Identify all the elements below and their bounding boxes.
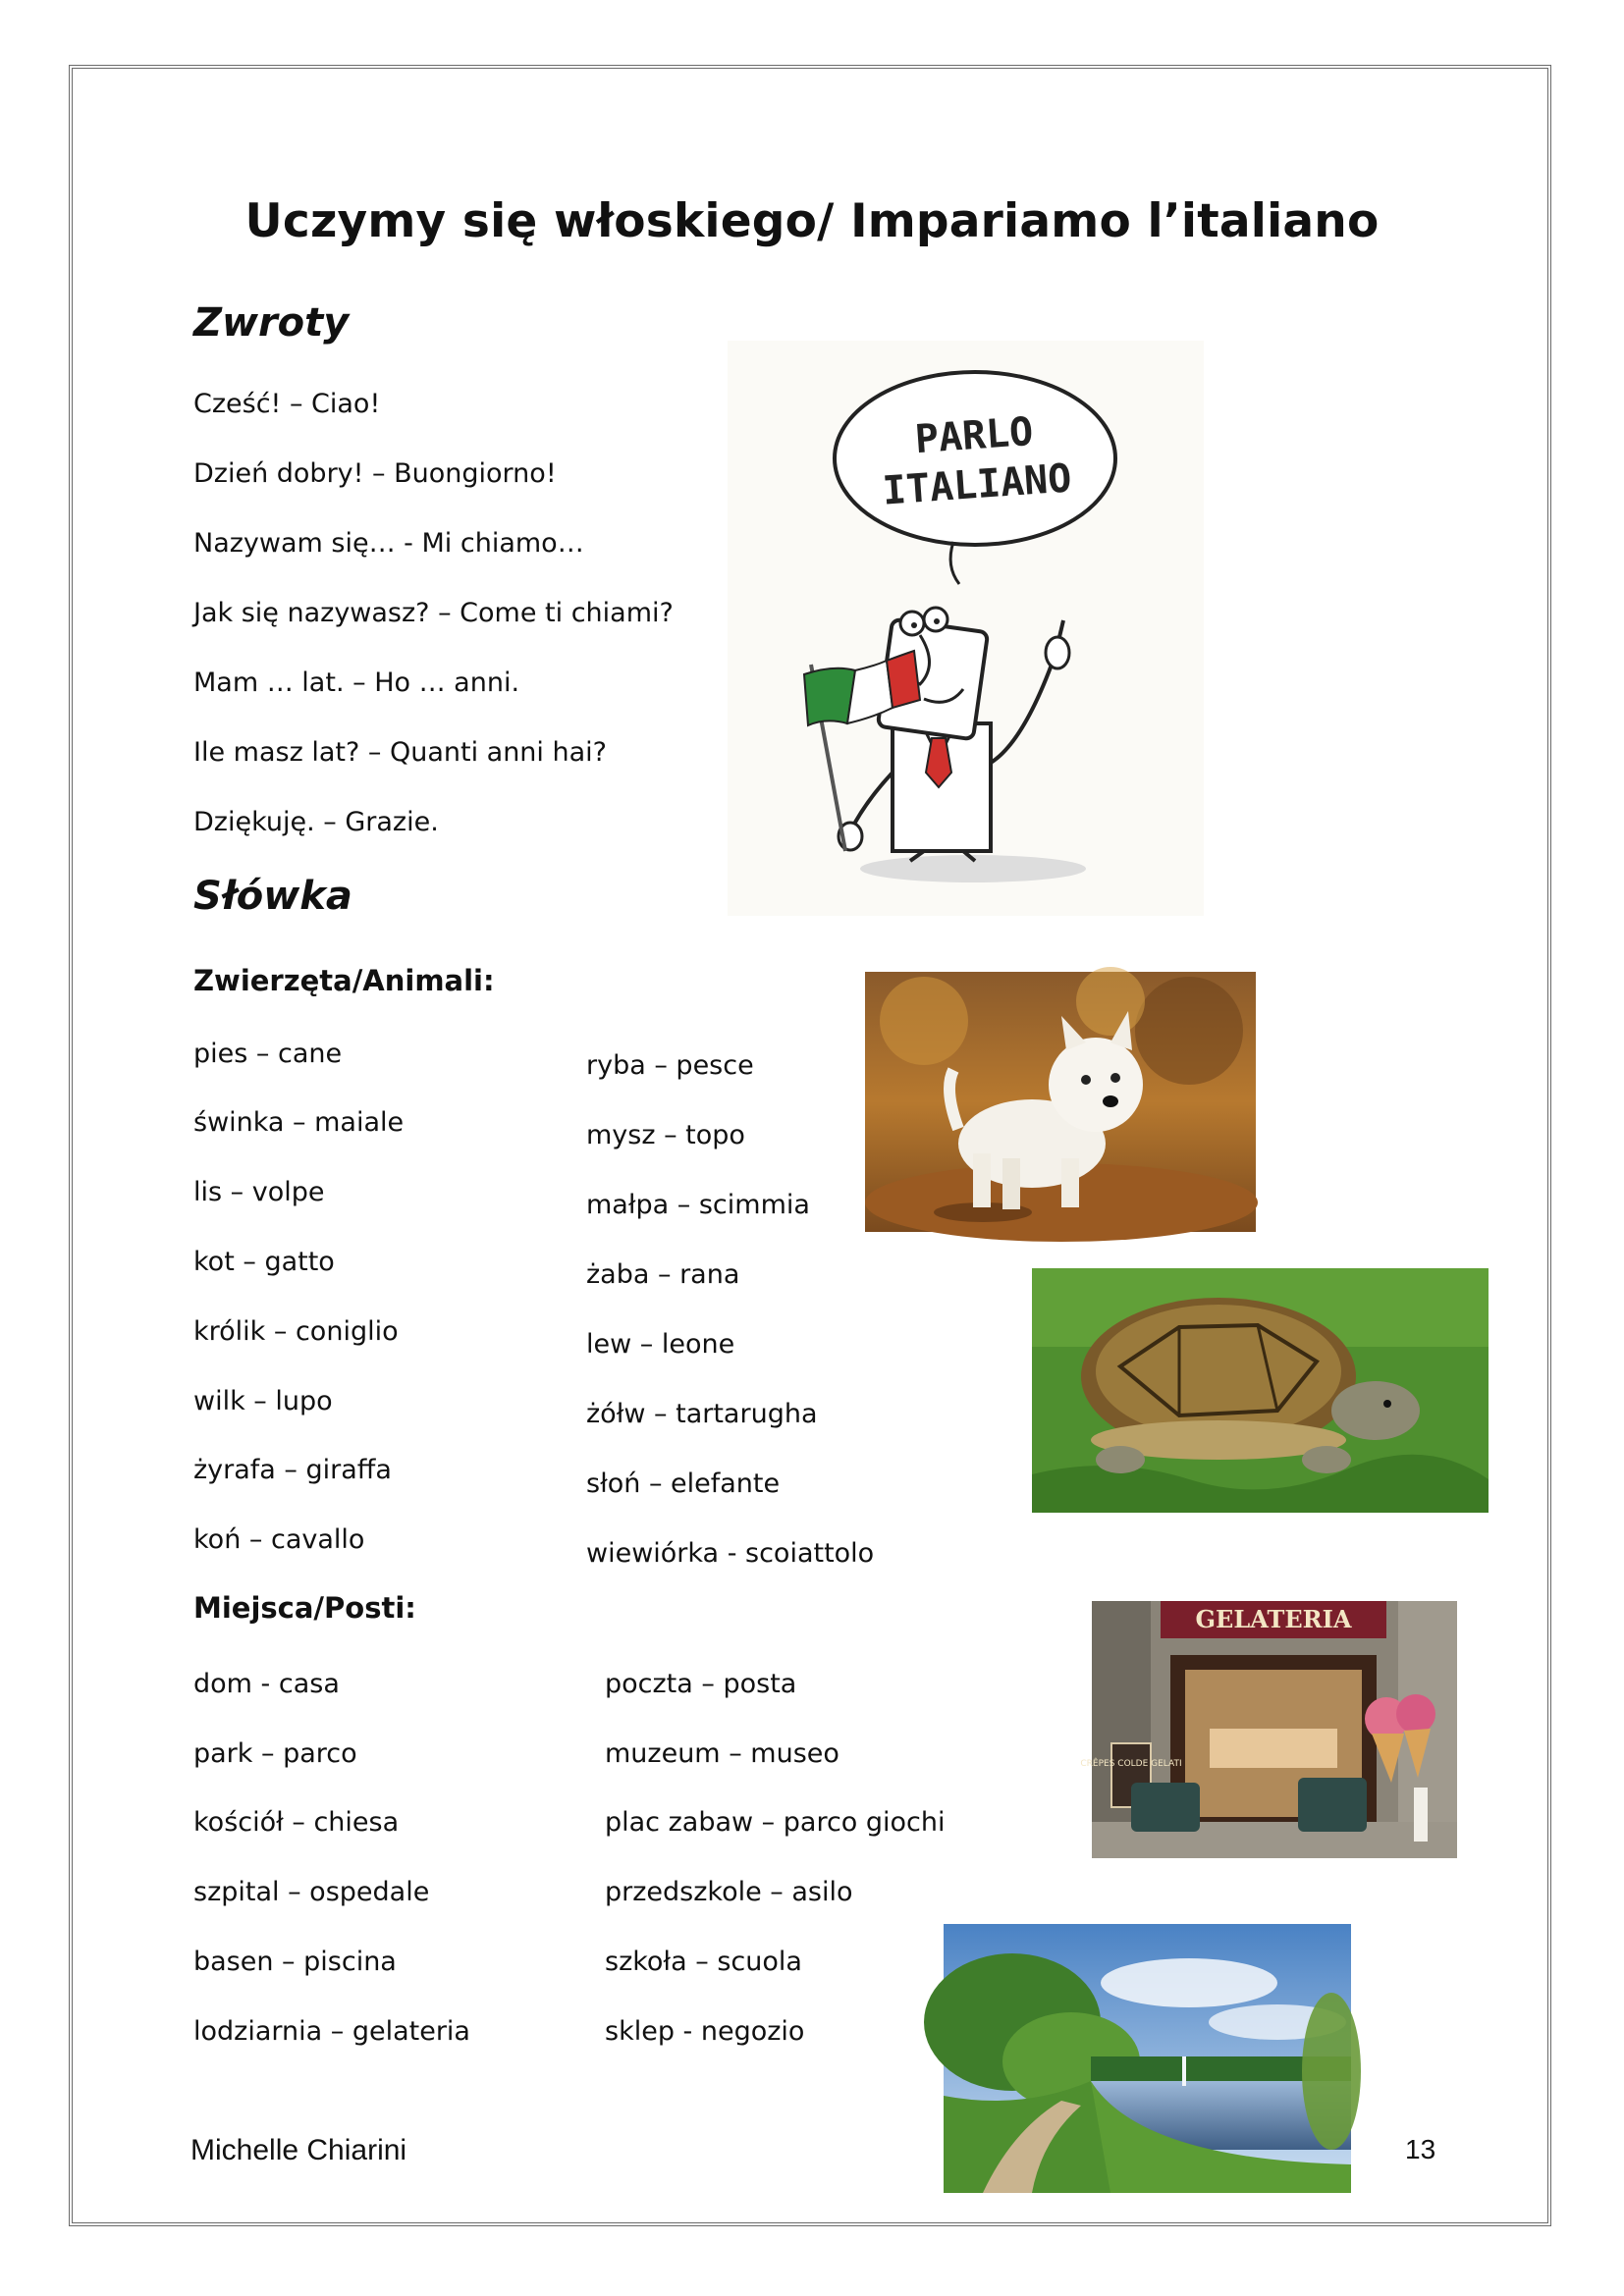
page-title: Uczymy się włoskiego/ Impariamo l’italiano — [244, 194, 1380, 248]
animal-item: kot – gatto — [193, 1247, 335, 1277]
animal-item: żyrafa – giraffa — [193, 1455, 392, 1485]
phrase-item: Ile masz lat? – Quanti anni hai? — [193, 737, 607, 768]
animal-item: małpa – scimmia — [586, 1190, 810, 1220]
park-photo — [944, 1924, 1351, 2193]
phrase-item: Dziękuję. – Grazie. — [193, 807, 439, 837]
phrase-item: Jak się nazywasz? – Come ti chiami? — [193, 598, 674, 628]
place-item: basen – piscina — [193, 1947, 397, 1977]
slowka-heading: Słówka — [193, 874, 352, 919]
gelateria-photo — [1080, 1601, 1457, 1858]
place-item: muzeum – museo — [605, 1738, 839, 1769]
animal-item: mysz – topo — [586, 1120, 745, 1150]
bubble-text-line2: ITALIANO — [881, 455, 1073, 514]
page-number: 13 — [1405, 2134, 1436, 2164]
animal-item: królik – coniglio — [193, 1316, 399, 1347]
place-item: szpital – ospedale — [193, 1877, 430, 1907]
zwroty-heading: Zwroty — [193, 300, 350, 346]
gelateria-sign-text: GELATERIA — [1195, 1605, 1352, 1633]
place-item: szkoła – scuola — [605, 1947, 802, 1977]
animals-heading: Zwierzęta/Animali: — [193, 964, 495, 997]
animal-item: koń – cavallo — [193, 1524, 365, 1555]
animal-item: lew – leone — [586, 1329, 735, 1360]
footer-author: Michelle Chiarini — [190, 2134, 407, 2166]
places-heading: Miejsca/Posti: — [193, 1591, 416, 1625]
bubble-text-line1: PARLO — [913, 408, 1035, 463]
animal-item: żółw – tartarugha — [586, 1399, 818, 1429]
animal-item: ryba – pesce — [586, 1050, 754, 1081]
animal-item: wiewiórka - scoiattolo — [586, 1538, 875, 1569]
parlo-italiano-illustration — [728, 341, 1204, 916]
place-item: plac zabaw – parco giochi — [605, 1807, 946, 1838]
place-item: dom - casa — [193, 1669, 340, 1699]
place-item: poczta – posta — [605, 1669, 797, 1699]
place-item: lodziarnia – gelateria — [193, 2016, 470, 2047]
tortoise-photo — [1032, 1268, 1489, 1513]
phrase-item: Cześć! – Ciao! — [193, 389, 381, 419]
animal-item: wilk – lupo — [193, 1386, 333, 1416]
phrase-item: Mam … lat. – Ho … anni. — [193, 667, 520, 698]
place-item: sklep - negozio — [605, 2016, 805, 2047]
phrase-item: Dzień dobry! – Buongiorno! — [193, 458, 557, 489]
animal-item: słoń – elefante — [586, 1468, 781, 1499]
place-item: park – parco — [193, 1738, 357, 1769]
dog-photo — [865, 972, 1256, 1232]
animal-item: żaba – rana — [586, 1259, 740, 1290]
animal-item: pies – cane — [193, 1039, 343, 1069]
animal-item: lis – volpe — [193, 1177, 325, 1207]
place-item: przedszkole – asilo — [605, 1877, 853, 1907]
animal-item: świnka – maiale — [193, 1107, 405, 1138]
phrase-item: Nazywam się… - Mi chiamo… — [193, 528, 584, 559]
crepes-board-text: CRÊPES COLDE GELATI — [1080, 1759, 1182, 1769]
place-item: kościół – chiesa — [193, 1807, 400, 1838]
